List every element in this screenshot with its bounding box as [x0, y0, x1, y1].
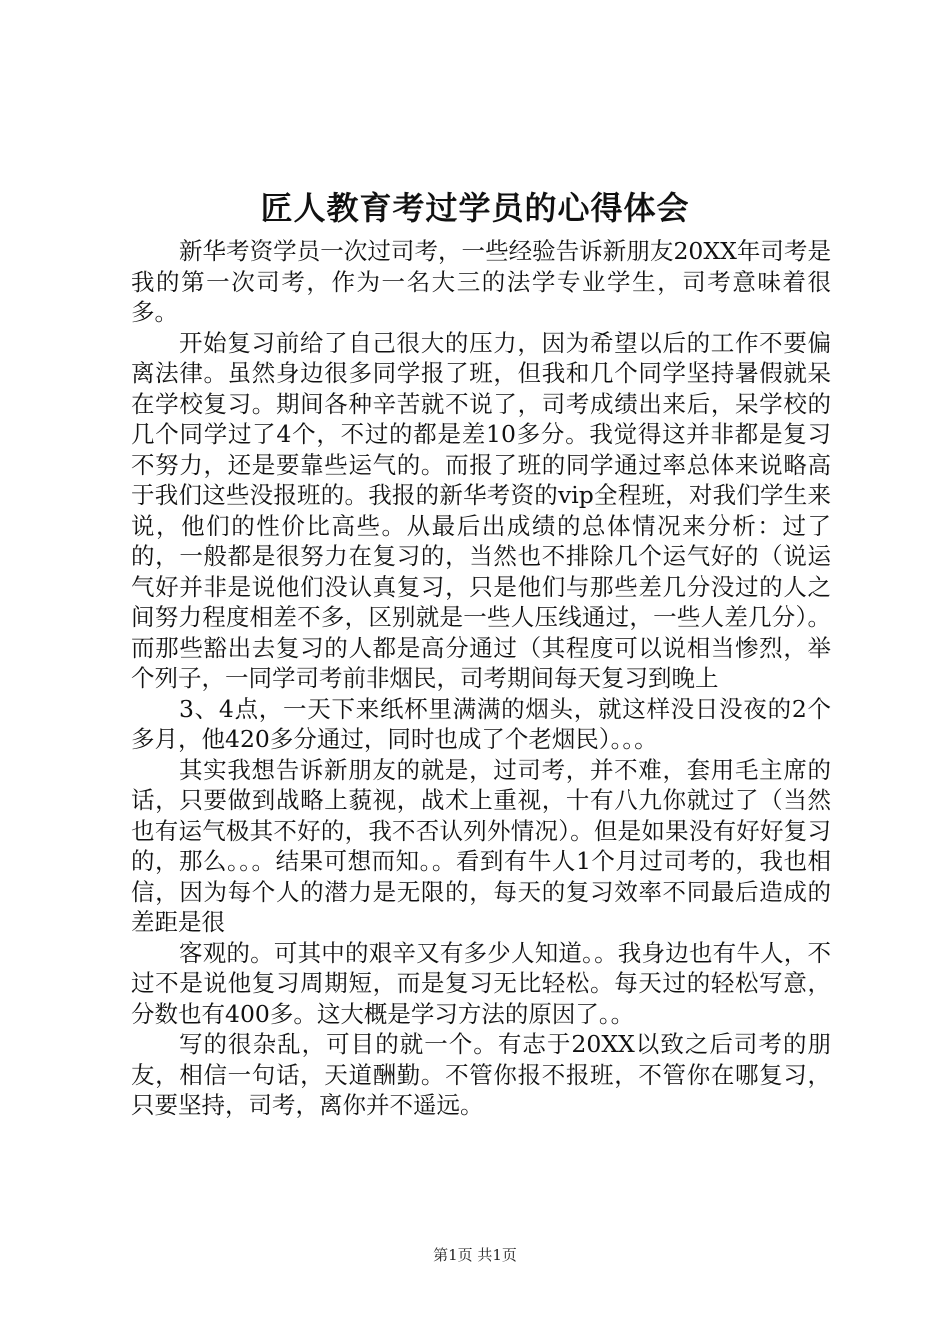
page-number-footer: 第1页 共1页 — [433, 1246, 517, 1264]
document-title: 匠人教育考过学员的心得体会 — [260, 189, 690, 227]
paragraph-6: 写的很杂乱，可目的就一个。有志于20XX以致之后司考的朋友，相信一句话，天道酬勤。不管你报不报班，不管你在哪复习，只要坚持，司考，离你并不遥远。 — [131, 1030, 831, 1119]
paragraph-2: 开始复习前给了自己很大的压力，因为希望以后的工作不要偏离法律。虽然身边很多同学报了班，但我和几个同学坚持暑假就呆在学校复习。期间各种辛苦就不说了，司考成绩出来后，呆学校的几个同学过了4个，不过的都是差10多分。我觉得这并非都是复习不努力，还是要靠些运气的。而报了班的同学通过率总体来说略高于我们这些没报班的。我报的新华考资的vip全程班，对我们学生来说，他们的性价比高些。从最后出成绩的总体情况来分析：过了的，一般都是很努力在复习的，当然也不排除几个运气好的（说运气好并非是说他们没认真复习，只是他们与那些差几分没过的人之间努力程度相差不多，区别就是一些人压线通过，一些人差几分）。而那些豁出去复习的人都是高分通过（其程度可以说相当惨烈，举个列子，一同学司考前非烟民，司考期间每天复习到晚上 — [131, 328, 831, 692]
document-body — [131, 236, 831, 1121]
paragraph-3: 3、4点，一天下来纸杯里满满的烟头，就这样没日没夜的2个多月，他420多分通过，同时也成了个老烟民）。。。 — [131, 694, 831, 753]
paragraph-4: 其实我想告诉新朋友的就是，过司考，并不难，套用毛主席的话，只要做到战略上藐视，战术上重视，十有八九你就过了（当然也有运气极其不好的，我不否认列外情况）。但是如果没有好好复习的，那么。。。结果可想而知。。看到有牛人1个月过司考的，我也相信，因为每个人的潜力是无限的，每天的复习效率不同最后造成的差距是很 — [131, 755, 831, 936]
paragraph-1: 新华考资学员一次过司考，一些经验告诉新朋友20XX年司考是我的第一次司考，作为一名大三的法学专业学生，司考意味着很多。 — [131, 237, 831, 326]
paragraph-5: 客观的。可其中的艰辛又有多少人知道。。我身边也有牛人，不过不是说他复习周期短，而是复习无比轻松。每天过的轻松写意，分数也有400多。这大概是学习方法的原因了。。 — [131, 938, 831, 1028]
